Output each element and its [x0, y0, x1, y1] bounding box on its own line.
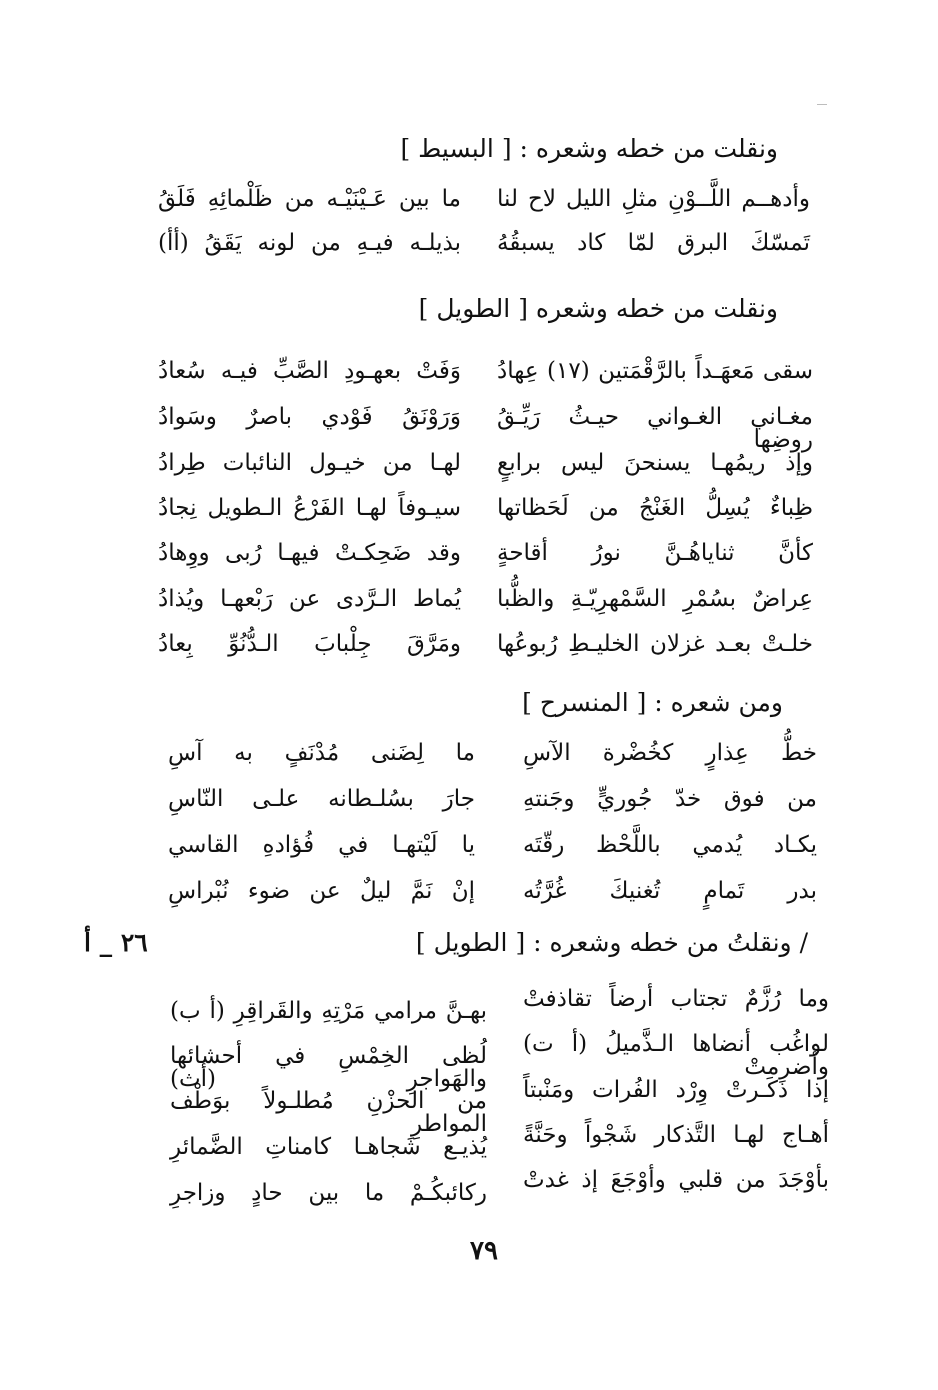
hemistich-second: ركائبكُـمْ ما بين حادٍ وزاجرِ — [170, 1180, 487, 1206]
hemistich-second: ومَرَّقَ جِلْبابَ الـدُّنُوِّ بِعادُ — [158, 631, 461, 657]
hemistich-first: عِراضٌ بسُمْرِ السَّمْهرِيّـةِ والظُّبا — [497, 586, 813, 612]
hemistich-first: مغـاني الغـواني حيـثُ رَيِّـقُ روضِها — [497, 404, 813, 453]
hemistich-first: بدر تَمامٍ تُغنيكَ غُرَّتُه — [523, 878, 817, 904]
hemistich-first: سقى مَعهَـداً بالرَّقْمَتين (١٧) عِهادُ — [497, 358, 813, 384]
hemistich-first: أهـاج لهـا التَّذكار شَجْواً وحَنَّةً — [523, 1122, 829, 1148]
hemistich-first: ظِباءٌ يُسِلُّ الغَنْجُ من لَحَظاتها — [497, 495, 813, 521]
hemistich-second: لُظى الخِمْسِ في أحشائها والهَواجرِ (أث) — [170, 1043, 487, 1092]
hemistich-first: خطُّ عِذارٍ كخُضْرة الآسِ — [523, 740, 817, 766]
hemistich-first: كأنَّ ثناياهُـنَّ نورُ أقاحةٍ — [497, 540, 813, 566]
hemistich-first: من فوق خدّ جُوريٍّ وجَنتهِ — [523, 786, 817, 812]
section-1-intro: ونقلت من خطه وشعره : [ البسيط ] — [400, 134, 778, 163]
hemistich-second: إنْ نَمَّ ليلٌ عن ضوء نُبْراسِ — [168, 878, 475, 904]
hemistich-first: وما رُزَّمٌ تجتاب أرضاً تقاذفتْ — [523, 986, 829, 1012]
hemistich-first: بأوْجَدَ من قلبي وأوْجَعَ إذ غدتْ — [523, 1167, 829, 1193]
hemistich-second: لهـا من خيـول النائبات طِرادُ — [158, 450, 461, 476]
hemistich-second: وَفَتْ بعهـودِ الصَّبِّ فيـه سُعادُ — [158, 358, 461, 384]
hemistich-first: لواغُب أنضاها الـذَّميلُ (أ ت) وأضرمتْ — [523, 1031, 829, 1080]
section-2-intro: ونقلت من خطه وشعره [ الطويل ] — [418, 294, 778, 323]
hemistich-first: يكـاد يُدمي باللَّحْظ رقّتَه — [523, 832, 817, 858]
hemistich-first: وإذ ريمُهـا يسنحنَ ليس برابعٍ — [497, 450, 813, 476]
hemistich-second: بذيلـه فيـهِ من لونه يَقَقُ (أأ) — [158, 230, 461, 256]
hemistich-second: يا لَيْتهـا في فُؤادهِ القاسي — [168, 832, 475, 858]
manuscript-folio-note: ٢٦ _ أ — [84, 928, 148, 957]
hemistich-second: يُماط الـرَّدى عن رَبْعهـا ويُذادُ — [158, 586, 461, 612]
hemistich-first: إذا ذَكَـرتْ وِرْد الفُرات ومَنْبتاً — [523, 1077, 829, 1103]
hemistich-first: تَمسّكَ البرق لمّا كاد يسبقُهُ — [497, 230, 810, 256]
hemistich-second: يُذيـع شَجاهـا كامناتِ الضَّمائرِ — [170, 1134, 487, 1160]
hemistich-first: خلـتْ بعـد غزلان الخليـطِ رُبوعُها — [497, 631, 813, 657]
section-3-intro: ومن شعره : [ المنسرح ] — [522, 688, 783, 717]
page-number: ٧٩ — [470, 1236, 498, 1266]
hemistich-second: سيـوفاً لهـا الفَرْعُ الـطويل نِجادُ — [158, 495, 461, 521]
hemistich-first: وأدهــم اللَّــوْنِ مثلِ الليل لاح لنا — [497, 186, 810, 212]
hemistich-second: جارَ بسُلـطانه علـى النّاسِ — [168, 786, 475, 812]
hemistich-second: ما بين عَـيْنَيْـه من ظَلْمائِهِ فَلَقُ — [158, 186, 461, 212]
hemistich-second: وقد ضَحِكـتْ فيهـا رُبى ووِهادُ — [158, 540, 461, 566]
hemistich-second: وَرَوْنَقُ فَوْدي باصرٌ وسَوادُ — [158, 404, 461, 430]
hemistich-second: ما لِضَنى مُدْنَفٍ به آسِ — [168, 740, 475, 766]
margin-tick — [817, 104, 827, 105]
hemistich-second: من الحزْنِ مُطلـولاً بوَطْف المواطرِ — [170, 1088, 487, 1137]
section-4-intro: / ونقلتُ من خطه وشعره : [ الطويل ] — [415, 928, 808, 957]
hemistich-second: بهـنَّ مرامي مَرْتِهِ والقَراقِرِ (أ ب) — [170, 998, 487, 1024]
